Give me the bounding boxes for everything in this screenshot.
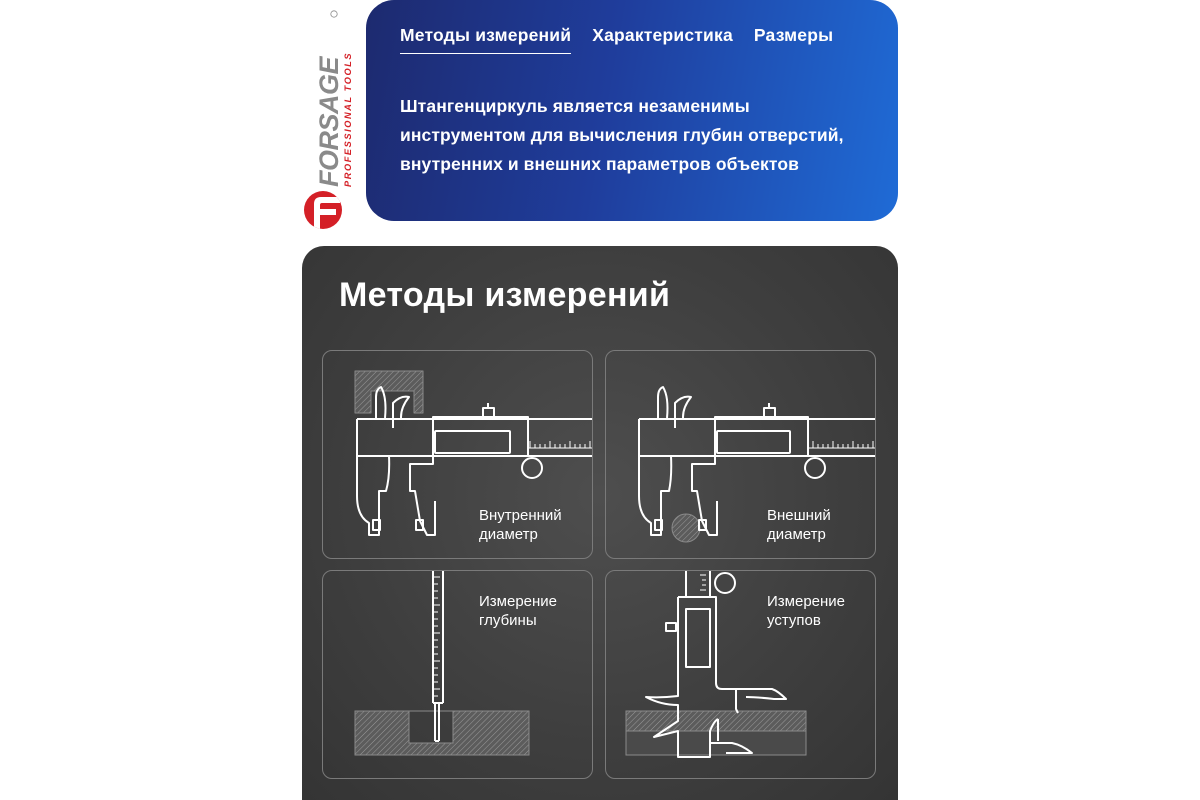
tab-measurement-methods[interactable]: Методы измерений: [400, 25, 571, 54]
card-label-step: Измерение уступов: [767, 593, 846, 629]
card-label-depth: Измерение глубины: [479, 593, 558, 629]
forsage-logo: [300, 4, 354, 230]
card-depth: [322, 570, 593, 779]
card-inner-diameter: [322, 350, 593, 559]
methods-panel: [302, 246, 898, 800]
svg-text:FORSAGE: FORSAGE: [314, 56, 344, 187]
card-label-outer-diameter: Внешний диаметр: [767, 507, 831, 543]
tab-characteristics[interactable]: Характеристика: [592, 25, 733, 45]
panel-title: Методы измерений: [339, 276, 671, 314]
card-step: [605, 570, 876, 779]
tab-bar: [400, 25, 833, 54]
info-banner: [366, 0, 898, 221]
card-label-inner-diameter: Внутренний диаметр: [479, 507, 562, 543]
svg-text:PROFESSIONAL TOOLS: PROFESSIONAL TOOLS: [343, 51, 353, 187]
card-outer-diameter: [605, 350, 876, 559]
tab-dimensions[interactable]: Размеры: [753, 25, 834, 45]
banner-description: Штангенциркуль является незаменимы инструментом для вычисления глубин отверстий, внутренних и внешних параметров объектов: [400, 96, 844, 174]
